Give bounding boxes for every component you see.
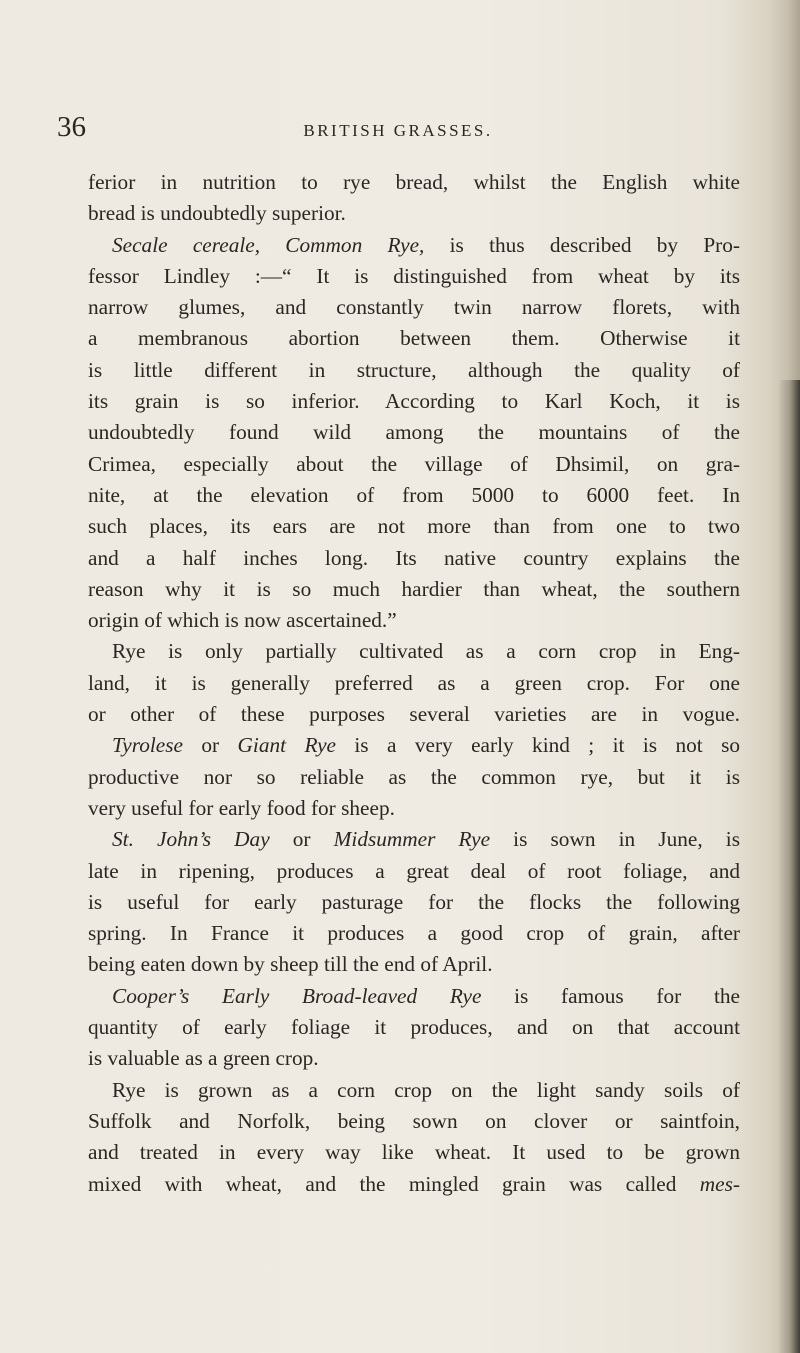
running-head: BRITISH GRASSES. bbox=[303, 121, 493, 140]
text-line bbox=[88, 543, 740, 574]
text-line bbox=[88, 1012, 740, 1043]
text-line bbox=[88, 230, 740, 261]
page-edge-shadow bbox=[778, 380, 800, 1353]
text-segment: origin of which is now ascertained.” bbox=[88, 608, 397, 633]
text-line bbox=[88, 605, 740, 636]
text-segment: fessor Lindley :—“ It is distinguished from wheat by its bbox=[88, 263, 740, 288]
text-segment: Suffolk and Norfolk, being sown on clover or saintfoin, bbox=[88, 1108, 740, 1133]
text-segment: land, it is generally preferred as a green crop. For one bbox=[88, 670, 740, 695]
text-line bbox=[88, 824, 740, 855]
text-segment: quantity of early foliage it produces, and on that account bbox=[88, 1015, 740, 1040]
text-line bbox=[88, 762, 740, 793]
text-line bbox=[88, 699, 740, 730]
text-line bbox=[88, 261, 740, 292]
body-text bbox=[88, 167, 740, 1200]
text-segment: spring. In France it produces a good crop of grain, after bbox=[88, 921, 740, 946]
text-line bbox=[88, 480, 740, 511]
text-line bbox=[88, 198, 740, 229]
text-line bbox=[88, 292, 740, 323]
italic-term: Tyrolese bbox=[112, 733, 183, 758]
text-line bbox=[88, 449, 740, 480]
text-line bbox=[88, 511, 740, 542]
text-segment: such places, its ears are not more than from one to two bbox=[88, 514, 740, 539]
italic-term: Giant Rye bbox=[237, 733, 336, 758]
text-line bbox=[88, 1169, 740, 1200]
text-segment: is a very early kind ; it is not so bbox=[335, 733, 741, 758]
text-segment: late in ripening, produces a great deal of root foliage, and bbox=[88, 858, 740, 883]
text-line bbox=[88, 1137, 740, 1168]
text-line bbox=[88, 1043, 740, 1074]
text-line bbox=[88, 887, 740, 918]
italic-term: Secale cereale, Common Rye, bbox=[112, 232, 425, 257]
text-segment: reason why it is so much hardier than wheat, the southern bbox=[88, 576, 740, 601]
text-segment: nite, at the elevation of from 5000 to 6000 feet. In bbox=[88, 482, 740, 507]
text-segment: undoubtedly found wild among the mountains of the bbox=[88, 420, 740, 445]
text-line bbox=[88, 386, 740, 417]
text-segment: or bbox=[269, 827, 334, 852]
page-number: 36 bbox=[57, 111, 86, 143]
text-line bbox=[88, 167, 740, 198]
text-segment: narrow glumes, and constantly twin narrow florets, with bbox=[88, 295, 740, 320]
text-segment: its grain is so inferior. According to Karl Koch, it is bbox=[88, 389, 740, 414]
text-line bbox=[88, 1106, 740, 1137]
text-line bbox=[88, 574, 740, 605]
text-line bbox=[88, 793, 740, 824]
text-line bbox=[88, 417, 740, 448]
page-header bbox=[0, 112, 800, 152]
text-segment: is useful for early pasturage for the flocks the following bbox=[88, 889, 740, 914]
text-segment: is little different in structure, although the quality of bbox=[88, 357, 740, 382]
text-segment: or other of these purposes several varieties are in vogue. bbox=[88, 702, 740, 727]
text-segment: Crimea, especially about the village of Dhsimil, on gra- bbox=[88, 451, 740, 476]
text-segment: being eaten down by sheep till the end of April. bbox=[88, 952, 493, 977]
text-line bbox=[88, 856, 740, 887]
italic-term: St. John’s Day bbox=[112, 827, 270, 852]
text-segment: is valuable as a green crop. bbox=[88, 1046, 319, 1071]
text-line bbox=[88, 918, 740, 949]
text-segment: is thus described by Pro- bbox=[424, 232, 740, 257]
text-line bbox=[88, 636, 740, 667]
text-segment: and treated in every way like wheat. It used to be grown bbox=[88, 1140, 740, 1165]
text-line bbox=[88, 355, 740, 386]
text-line bbox=[88, 1075, 740, 1106]
text-line bbox=[88, 981, 740, 1012]
text-segment: mixed with wheat, and the mingled grain was called bbox=[88, 1171, 700, 1196]
italic-term: mes- bbox=[699, 1171, 740, 1196]
text-segment: very useful for early food for sheep. bbox=[88, 795, 395, 820]
text-line bbox=[88, 730, 740, 761]
text-segment: is sown in June, is bbox=[490, 827, 740, 852]
italic-term: Cooper’s Early Broad-leaved Rye bbox=[112, 983, 482, 1008]
text-segment: or bbox=[182, 733, 238, 758]
text-segment: Rye is only partially cultivated as a corn crop in Eng- bbox=[112, 639, 740, 664]
page-edge-shadow-top bbox=[788, 0, 800, 380]
text-segment: bread is undoubtedly superior. bbox=[88, 201, 346, 226]
italic-term: Midsummer Rye bbox=[333, 827, 491, 852]
text-segment: a membranous abortion between them. Otherwise it bbox=[88, 326, 740, 351]
text-line bbox=[88, 323, 740, 354]
text-segment: Rye is grown as a corn crop on the light sandy soils of bbox=[112, 1077, 740, 1102]
text-line bbox=[88, 949, 740, 980]
text-segment: is famous for the bbox=[481, 983, 740, 1008]
text-line bbox=[88, 668, 740, 699]
text-segment: productive nor so reliable as the common rye, but it is bbox=[88, 764, 740, 789]
text-segment: ferior in nutrition to rye bread, whilst the English white bbox=[88, 170, 740, 194]
text-segment: and a half inches long. Its native country explains the bbox=[88, 545, 740, 570]
